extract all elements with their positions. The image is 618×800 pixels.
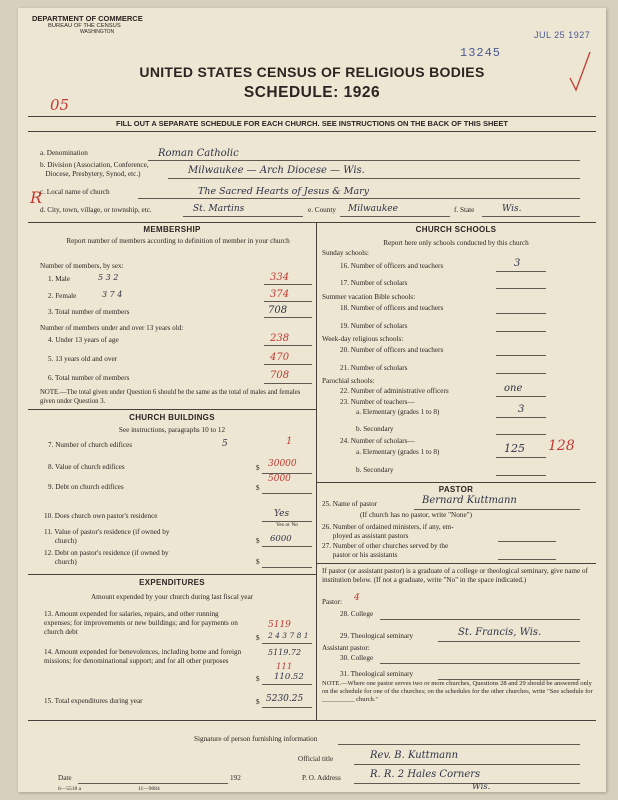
q5-label: 5. 13 years old and over — [48, 355, 118, 363]
q1-printed-value: 5 3 2 — [98, 273, 119, 282]
q1-male-value: 334 — [270, 272, 290, 283]
q3-total-value: 708 — [268, 305, 288, 316]
q16-label: 16. Number of officers and teachers — [340, 262, 444, 270]
q27-label: 27. Number of other churches served by the pastor or his assistants — [322, 542, 449, 559]
q21-label: 21. Number of scholars — [340, 364, 408, 372]
received-date-stamp: JUL 25 1927 — [534, 30, 591, 40]
division-value: Milwaukee — Arch Diocese — Wis. — [188, 165, 365, 176]
schools-heading: CHURCH SCHOOLS — [415, 225, 497, 234]
q23a-label: a. Elementary (grades 1 to 8) — [356, 408, 440, 416]
q14-label: 14. Amount expended for benevolences, including home and foreign missions; for denominational support; and for all other purposes — [44, 648, 242, 665]
q14-dollar: $ — [256, 675, 260, 683]
q3-label: 3. Total number of members — [48, 308, 130, 316]
q13-label: 13. Amount expended for salaries, repairs, and other running expenses; for improvements or new buildings; and for payments on church debt — [44, 610, 238, 636]
age-intro: Number of members under and over 13 years old: — [40, 324, 184, 332]
q26-label: 26. Number of ordained ministers, if any, em- ployed as assistant pastors — [322, 523, 454, 540]
city-label: d. City, town, village, or township, etc. — [40, 206, 152, 214]
official-title-label: Official title — [298, 755, 334, 763]
county-value: Milwaukee — [348, 204, 398, 214]
q8-value: 30000 — [268, 459, 297, 469]
q24b-label: b. Secondary — [356, 466, 394, 474]
q9-dollar: $ — [256, 484, 260, 492]
denomination-label: a. Denomination — [40, 149, 88, 157]
q12-dollar: $ — [256, 558, 260, 566]
buildings-sub: See instructions, paragraphs 10 to 12 — [118, 426, 226, 434]
city-value: St. Martins — [193, 204, 245, 214]
q2-printed-value: 3 7 4 — [102, 290, 123, 299]
margin-mark-r: R — [30, 188, 43, 207]
membership-heading: MEMBERSHIP — [143, 225, 201, 234]
q28-label: 28. College — [340, 610, 374, 618]
q13-dollar: $ — [256, 634, 260, 642]
print-number: 11—9084 — [138, 786, 160, 792]
pastor-red-mark: 4 — [354, 593, 360, 603]
q2-label: 2. Female — [48, 292, 77, 300]
graduate-intro: If pastor (or assistant pastor) is a graduate of a college or theological seminary, give name of institution below. (If not a graduate, write "No" in the space indicated.) — [322, 567, 588, 584]
bureau-city: WASHINGTON — [80, 29, 115, 35]
q24-label: 24. Number of scholars— — [340, 437, 415, 445]
q15-value: 5230.25 — [266, 694, 304, 704]
q4-under13-value: 238 — [270, 333, 290, 344]
state-value: Wis. — [502, 204, 522, 214]
q31-label: 31. Theological seminary — [340, 670, 414, 678]
q8-dollar: $ — [256, 464, 260, 472]
census-form-sheet — [18, 8, 606, 792]
schools-sub: Report here only schools conducted by this church — [383, 239, 529, 247]
division-label: b. Division (Association, Conference, Diocese, Presbytery, Synod, etc.) — [40, 161, 149, 178]
q15-dollar: $ — [256, 698, 260, 706]
po-address-value: R. R. 2 Hales Corners — [370, 769, 481, 780]
q12-label: 12. Debt on pastor's residence (if owned by church) — [44, 549, 169, 566]
q8-label: 8. Value of church edifices — [48, 463, 125, 471]
form-instruction: FILL OUT A SEPARATE SCHEDULE FOR EACH CHURCH. SEE INSTRUCTIONS ON THE BACK OF THIS SHEET — [116, 119, 508, 128]
schedule-title: SCHEDULE: 1926 — [243, 84, 381, 101]
q7-red-mark: 1 — [286, 436, 293, 447]
q13-red-value: 5119 — [268, 620, 291, 630]
date-label: Date — [58, 774, 72, 782]
q25-label: 25. Name of pastor — [322, 500, 378, 508]
q14-red-value: 111 — [276, 662, 293, 672]
q18-label: 18. Number of officers and teachers — [340, 304, 444, 312]
q7-value: 5 — [222, 439, 228, 449]
q4-label: 4. Under 13 years of age — [48, 336, 119, 344]
q10-value: Yes — [274, 509, 290, 519]
q15-label: 15. Total expenditures during year — [44, 697, 143, 705]
pastor-note: NOTE.—Where one pastor serves two or more churches, Questions 28 and 29 should be answered only on the schedule for one of the churches; on the schedules for the other churches, write "See schedule for __________ church." — [322, 680, 593, 703]
q10-label: 10. Does church own pastor's residence — [44, 512, 158, 520]
q13-value: 2 4 3 7 8 1 — [268, 631, 309, 640]
by-sex-label: Number of members, by sex: — [40, 262, 124, 270]
local-name-value: The Sacred Hearts of Jesus & Mary — [198, 186, 370, 197]
q23-label: 23. Number of teachers— — [340, 398, 415, 406]
summer-schools-label: Summer vacation Bible schools: — [322, 293, 416, 301]
expenditures-heading: EXPENDITURES — [139, 578, 205, 587]
sunday-schools-label: Sunday schools: — [322, 249, 369, 257]
denomination-value: Roman Catholic — [158, 148, 239, 159]
q29-label: 29. Theological seminary — [340, 632, 414, 640]
q29-seminary-value: St. Francis, Wis. — [458, 627, 542, 638]
po-address-label: P. O. Address — [302, 774, 341, 782]
q23a-value: 3 — [518, 404, 525, 415]
q19-label: 19. Number of scholars — [340, 322, 408, 330]
margin-mark-05: 05 — [50, 96, 70, 114]
q11-label: 11. Value of pastor's residence (if owned by church) — [44, 528, 170, 545]
q24a-label: a. Elementary (grades 1 to 8) — [356, 448, 440, 456]
membership-intro: Report number of members according to definition of member in your church — [66, 237, 290, 245]
q17-label: 17. Number of scholars — [340, 279, 408, 287]
assistant-pastor-subheading: Assistant pastor: — [322, 644, 370, 652]
q14-value: 5119.72 — [268, 648, 302, 657]
q20-label: 20. Number of officers and teachers — [340, 346, 444, 354]
q9-value: 5000 — [268, 474, 291, 484]
expenditures-sub: Amount expended by your church during last fiscal year — [90, 593, 254, 601]
form-title: UNITED STATES CENSUS OF RELIGIOUS BODIES — [139, 64, 485, 80]
parochial-schools-label: Parochial schools: — [322, 377, 375, 385]
dept-name: DEPARTMENT OF COMMERCE — [32, 14, 143, 23]
q24a-value: 125 — [504, 442, 525, 455]
q22-label: 22. Number of administrative officers — [340, 387, 449, 395]
county-label: e. County — [308, 206, 336, 214]
q25-hint: (If church has no pastor, write "None") — [360, 511, 472, 519]
weekday-schools-label: Week-day religious schools: — [322, 335, 404, 343]
pastor-heading: PASTOR — [438, 485, 474, 494]
bureau-name: BUREAU OF THE CENSUS — [48, 23, 121, 29]
q10-hint: Yes or No — [276, 522, 299, 528]
q6-label: 6. Total number of members — [48, 374, 130, 382]
q22-value: one — [504, 383, 523, 394]
membership-note: NOTE.—The total given under Question 6 should be the same as the total of males and females given under Question 3. — [40, 389, 301, 405]
form-number: 6—5518 a — [58, 786, 82, 792]
serial-number-stamp: 13245 — [460, 46, 502, 60]
q16-value: 3 — [514, 258, 521, 269]
q24a-red-value: 128 — [548, 438, 575, 454]
q30-label: 30. College — [340, 654, 374, 662]
q7-label: 7. Number of church edifices — [48, 441, 133, 449]
q11-value: 6000 — [270, 534, 292, 544]
q9-label: 9. Debt on church edifices — [48, 483, 124, 491]
q25-pastor-name: Bernard Kuttmann — [422, 495, 517, 506]
official-title-value: Rev. B. Kuttmann — [370, 750, 459, 761]
q23b-label: b. Secondary — [356, 425, 394, 433]
q11-dollar: $ — [256, 537, 260, 545]
pastor-subheading: Pastor: — [322, 598, 342, 606]
q1-label: 1. Male — [48, 275, 70, 283]
q5-over13-value: 470 — [270, 352, 290, 363]
po-address-state: Wis. — [472, 782, 491, 792]
q2-female-value: 374 — [270, 289, 290, 300]
q14-value-total: 110.52 — [274, 672, 304, 682]
local-name-label: c. Local name of church — [40, 188, 110, 196]
signature-label: Signature of person furnishing information — [194, 735, 318, 743]
q6-total-value: 708 — [270, 370, 290, 381]
buildings-heading: CHURCH BUILDINGS — [129, 413, 215, 422]
date-year: 192 — [230, 774, 241, 782]
state-label: f. State — [454, 206, 475, 214]
